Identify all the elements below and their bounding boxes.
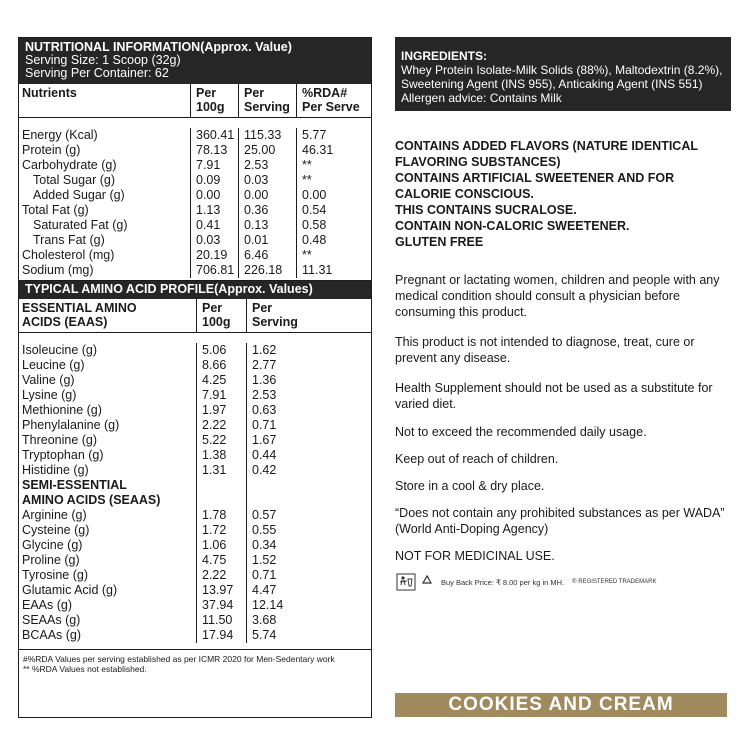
amino-name: Glutamic Acid (g) bbox=[22, 583, 118, 597]
amino-per100: 5.06 bbox=[196, 343, 246, 358]
nutrient-name: Cholesterol (mg) bbox=[22, 248, 115, 262]
amino-per100: 37.94 bbox=[196, 598, 246, 613]
nutrition-panel bbox=[18, 37, 372, 718]
amino-per100: 13.97 bbox=[196, 583, 246, 598]
footnote-rda: #%RDA Values per serving established as per ICMR 2020 for Men-Sedentary work bbox=[23, 654, 335, 664]
amino-name: Tyrosine (g) bbox=[22, 568, 88, 582]
nutrition-row bbox=[19, 203, 371, 218]
amino-row bbox=[19, 358, 371, 373]
nutrient-name: Total Sugar (g) bbox=[33, 173, 115, 187]
footnote-na: ** %RDA Values not established. bbox=[23, 664, 147, 674]
nutrient-rda: ** bbox=[296, 158, 370, 173]
nutrient-per100: 7.91 bbox=[190, 158, 238, 173]
ingredients-line-1: Whey Protein Isolate-Milk Solids (88%), Maltodextrin (8.2%), bbox=[401, 63, 723, 77]
amino-per100: 2.22 bbox=[196, 418, 246, 433]
advisory-wada: “Does not contain any prohibited substances as per WADA” (World Anti-Doping Agency) bbox=[395, 506, 725, 536]
amino-serving: 2.53 bbox=[246, 388, 370, 403]
advisory-substitute: Health Supplement should not be used as a substitute for varied diet. bbox=[395, 381, 713, 411]
nutrition-row bbox=[19, 233, 371, 248]
nutrient-serving: 0.13 bbox=[238, 218, 296, 233]
amino-row bbox=[19, 463, 371, 478]
recycle-icon bbox=[396, 573, 416, 591]
amino-name: BCAAs (g) bbox=[22, 628, 82, 642]
amino-row bbox=[19, 343, 371, 358]
nutrient-serving: 0.00 bbox=[238, 188, 296, 203]
amino-name: Tryptophan (g) bbox=[22, 448, 104, 462]
nutrient-serving: 6.46 bbox=[238, 248, 296, 263]
nutrient-serving: 0.03 bbox=[238, 173, 296, 188]
amino-per100: 11.50 bbox=[196, 613, 246, 628]
nutrient-name: Energy (Kcal) bbox=[22, 128, 98, 142]
nutrition-row bbox=[19, 158, 371, 173]
amino-table bbox=[19, 299, 371, 674]
amino-per100: 1.31 bbox=[196, 463, 246, 478]
amino-per100: 4.75 bbox=[196, 553, 246, 568]
amino-name: SEAAs (g) bbox=[22, 613, 81, 627]
amino-serving: 1.52 bbox=[246, 553, 370, 568]
amino-table-header: ESSENTIAL AMINO ACIDS (EAAS) Per 100g Per Serving bbox=[19, 299, 371, 333]
amino-name: Valine (g) bbox=[22, 373, 75, 387]
amino-row bbox=[19, 448, 371, 463]
amino-serving: 0.71 bbox=[246, 568, 370, 583]
semi-essential-heading: SEMI-ESSENTIAL AMINO ACIDS (SEAAS) bbox=[19, 478, 371, 508]
amino-name: Methionine (g) bbox=[22, 403, 102, 417]
amino-per100: 8.66 bbox=[196, 358, 246, 373]
advisory-not-intended: This product is not intended to diagnose, treat, cure or prevent any disease. bbox=[395, 335, 695, 365]
amino-row bbox=[19, 538, 371, 553]
claim-non-caloric: CONTAIN NON-CALORIC SWEETENER. bbox=[395, 219, 630, 233]
ingredients-title: INGREDIENTS: bbox=[401, 49, 488, 63]
nutrition-row bbox=[19, 128, 371, 143]
col-rda: %RDA# Per Serve bbox=[296, 84, 370, 117]
nutrient-serving: 0.36 bbox=[238, 203, 296, 218]
ingredients-box bbox=[395, 37, 731, 111]
amino-row bbox=[19, 613, 371, 628]
claim-sweetener: CONTAINS ARTIFICIAL SWEETENER AND FOR CALORIE CONSCIOUS. bbox=[395, 171, 675, 201]
nutrient-per100: 0.41 bbox=[190, 218, 238, 233]
amino-row bbox=[19, 418, 371, 433]
amino-serving: 5.74 bbox=[246, 628, 370, 643]
amino-serving: 1.36 bbox=[246, 373, 370, 388]
advisory-storage: Store in a cool & dry place. bbox=[395, 479, 545, 493]
amino-name: Arginine (g) bbox=[22, 508, 87, 522]
nutrient-per100: 360.41 bbox=[190, 128, 238, 143]
nutrient-serving: 2.53 bbox=[238, 158, 296, 173]
nutrient-per100: 0.03 bbox=[190, 233, 238, 248]
nutrient-per100: 0.00 bbox=[190, 188, 238, 203]
advisory-pregnant: Pregnant or lactating women, children and people with any medical condition should consult a physician before consuming this product. bbox=[395, 273, 720, 319]
ingredients-line-2: Sweetening Agent (INS 955), Anticaking Agent (INS 551) bbox=[401, 77, 703, 91]
nutrient-serving: 0.01 bbox=[238, 233, 296, 248]
nutrition-row bbox=[19, 143, 371, 158]
amino-title: TYPICAL AMINO ACID PROFILE(Approx. Values) bbox=[19, 280, 371, 299]
registered-trademark: ® REGISTERED TRADEMARK bbox=[572, 579, 657, 585]
amino-row bbox=[19, 628, 371, 643]
amino-name: Cysteine (g) bbox=[22, 523, 90, 537]
col-serving: Per Serving bbox=[238, 84, 296, 117]
nutrient-per100: 78.13 bbox=[190, 143, 238, 158]
nutrient-name: Sodium (mg) bbox=[22, 263, 94, 277]
claim-gluten-free: GLUTEN FREE bbox=[395, 235, 484, 249]
amino-name: Lysine (g) bbox=[22, 388, 77, 402]
amino-name: Phenylalanine (g) bbox=[22, 418, 120, 432]
nutrient-rda: ** bbox=[296, 173, 370, 188]
nutrition-row bbox=[19, 263, 371, 278]
amino-name: Glycine (g) bbox=[22, 538, 83, 552]
amino-row bbox=[19, 568, 371, 583]
amino-per100: 4.25 bbox=[196, 373, 246, 388]
amino-name: Histidine (g) bbox=[22, 463, 89, 477]
amino-per100: 1.78 bbox=[196, 508, 246, 523]
amino-per100: 1.72 bbox=[196, 523, 246, 538]
amino-serving: 0.55 bbox=[246, 523, 370, 538]
amino-row bbox=[19, 598, 371, 613]
nutrient-rda: ** bbox=[296, 248, 370, 263]
nutrition-title: NUTRITIONAL INFORMATION(Approx. Value) bbox=[25, 40, 292, 54]
amino-name: Leucine (g) bbox=[22, 358, 85, 372]
nutrient-rda: 46.31 bbox=[296, 143, 370, 158]
amino-serving: 0.57 bbox=[246, 508, 370, 523]
nutrient-name: Total Fat (g) bbox=[22, 203, 89, 217]
nutrient-per100: 706.81 bbox=[190, 263, 238, 278]
nutrient-rda: 0.58 bbox=[296, 218, 370, 233]
amino-serving: 3.68 bbox=[246, 613, 370, 628]
advisory-children: Keep out of reach of children. bbox=[395, 452, 559, 466]
amino-row bbox=[19, 508, 371, 523]
amino-serving: 0.34 bbox=[246, 538, 370, 553]
buyback-row bbox=[396, 573, 656, 591]
amino-row bbox=[19, 388, 371, 403]
nutrition-rows bbox=[19, 118, 371, 280]
advisory-not-medicinal: NOT FOR MEDICINAL USE. bbox=[395, 549, 555, 563]
nutrition-row bbox=[19, 248, 371, 263]
nutrient-per100: 20.19 bbox=[190, 248, 238, 263]
claims-block bbox=[395, 138, 731, 250]
amino-row bbox=[19, 403, 371, 418]
amino-serving: 1.62 bbox=[246, 343, 370, 358]
nutrient-name: Added Sugar (g) bbox=[33, 188, 125, 202]
nutrition-row bbox=[19, 218, 371, 233]
serving-size: Serving Size: 1 Scoop (32g) bbox=[25, 53, 181, 67]
amino-per100: 17.94 bbox=[196, 628, 246, 643]
amino-serving: 0.63 bbox=[246, 403, 370, 418]
amino-per100: 1.06 bbox=[196, 538, 246, 553]
nutrient-rda: 0.48 bbox=[296, 233, 370, 248]
claim-flavors: CONTAINS ADDED FLAVORS (NATURE IDENTICAL FLAVORING SUBSTANCES) bbox=[395, 139, 698, 169]
amino-per100: 1.38 bbox=[196, 448, 246, 463]
flavor-banner: COOKIES AND CREAM bbox=[395, 693, 727, 717]
amino-row bbox=[19, 583, 371, 598]
nutrient-name: Carbohydrate (g) bbox=[22, 158, 117, 172]
amino-row bbox=[19, 553, 371, 568]
amino-row bbox=[19, 523, 371, 538]
buyback-text: Buy Back Price: ₹ 8.00 per kg in MH. bbox=[441, 577, 565, 587]
recycle-arrows-icon bbox=[419, 574, 435, 590]
nutrient-rda: 5.77 bbox=[296, 128, 370, 143]
nutrient-rda: 11.31 bbox=[296, 263, 370, 278]
info-panel bbox=[395, 37, 731, 564]
amino-serving: 0.42 bbox=[246, 463, 370, 478]
nutrition-table-header bbox=[19, 84, 371, 118]
nutrient-serving: 226.18 bbox=[238, 263, 296, 278]
amino-per100: 2.22 bbox=[196, 568, 246, 583]
footnotes bbox=[19, 649, 371, 674]
advisory-daily-usage: Not to exceed the recommended daily usage. bbox=[395, 425, 647, 439]
nutrition-header bbox=[19, 38, 371, 84]
amino-per100: 1.97 bbox=[196, 403, 246, 418]
amino-serving: 4.47 bbox=[246, 583, 370, 598]
amino-serving: 0.44 bbox=[246, 448, 370, 463]
nutrient-rda: 0.54 bbox=[296, 203, 370, 218]
amino-serving: 1.67 bbox=[246, 433, 370, 448]
amino-row bbox=[19, 373, 371, 388]
col-per100: Per 100g bbox=[190, 84, 238, 117]
amino-name: EAAs (g) bbox=[22, 598, 73, 612]
nutrition-row bbox=[19, 188, 371, 203]
nutrient-rda: 0.00 bbox=[296, 188, 370, 203]
amino-row bbox=[19, 433, 371, 448]
amino-name: Isoleucine (g) bbox=[22, 343, 98, 357]
claim-sucralose: THIS CONTAINS SUCRALOSE. bbox=[395, 203, 577, 217]
allergen-advice: Allergen advice: Contains Milk bbox=[401, 91, 562, 105]
nutrient-per100: 1.13 bbox=[190, 203, 238, 218]
nutrient-name: Protein (g) bbox=[22, 143, 81, 157]
amino-name: Proline (g) bbox=[22, 553, 80, 567]
nutrient-serving: 115.33 bbox=[238, 128, 296, 143]
col-nutrients: Nutrients bbox=[22, 86, 77, 100]
nutrient-name: Trans Fat (g) bbox=[33, 233, 105, 247]
nutrient-name: Saturated Fat (g) bbox=[33, 218, 128, 232]
nutrition-row bbox=[19, 173, 371, 188]
nutrient-per100: 0.09 bbox=[190, 173, 238, 188]
amino-serving: 2.77 bbox=[246, 358, 370, 373]
amino-name: Threonine (g) bbox=[22, 433, 98, 447]
amino-serving: 12.14 bbox=[246, 598, 370, 613]
servings-per-container: Serving Per Container: 62 bbox=[25, 66, 169, 80]
amino-per100: 5.22 bbox=[196, 433, 246, 448]
amino-serving: 0.71 bbox=[246, 418, 370, 433]
amino-rows bbox=[19, 333, 371, 649]
amino-per100: 7.91 bbox=[196, 388, 246, 403]
nutrient-serving: 25.00 bbox=[238, 143, 296, 158]
